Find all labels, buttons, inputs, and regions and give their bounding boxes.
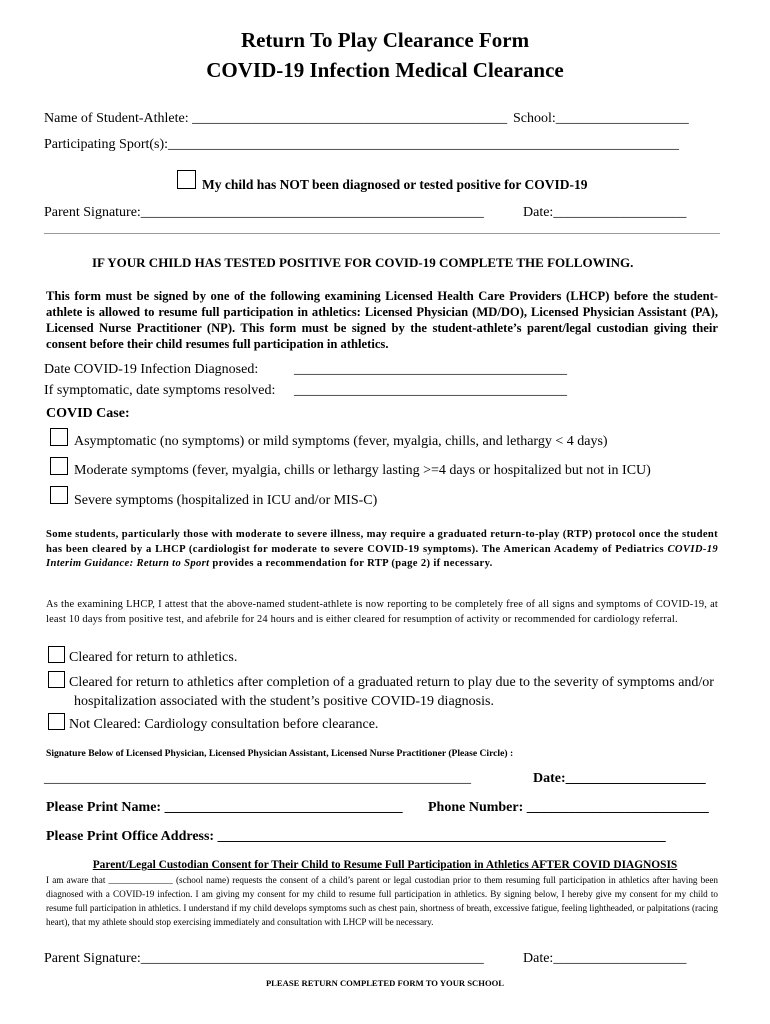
phone-number-field[interactable]: Phone Number: __________________________	[428, 800, 709, 815]
not-cleared-checkbox[interactable]	[48, 713, 65, 730]
graduated-rtp-checkbox[interactable]	[48, 671, 65, 688]
provider-date-field[interactable]: Date:____________________	[533, 771, 706, 786]
parent-date-field[interactable]: Date:___________________	[523, 205, 687, 220]
return-instructions-footer: PLEASE RETURN COMPLETED FORM TO YOUR SCHOOL	[265, 978, 505, 988]
rtp-text-before: Some students, particularly those with moderate to severe illness, may require a graduated return-to-play (RTP) protocol once the student has been cleared by a LHCP (cardiologist for moderate to severe COVID-19 symptoms). The American Academy of Pediatrics	[46, 529, 718, 555]
clearance-option-graduated-cont: hospitalization associated with the student’s positive COVID-19 diagnosis.	[74, 694, 494, 709]
consent-date-field[interactable]: Date:___________________	[523, 951, 687, 966]
office-address-field[interactable]: Please Print Office Address: ________________________________________________________________	[46, 829, 666, 844]
clearance-option-graduated: Cleared for return to athletics after completion of a graduated return to play due to the severity of symptoms and/or	[69, 675, 714, 690]
form-title: Return To Play Clearance Form	[240, 28, 530, 52]
case-option-moderate: Moderate symptoms (fever, myalgia, chills or lethargy lasting >=4 days or hospitalized but not in ICU)	[74, 463, 651, 478]
covid-case-label: COVID Case:	[46, 406, 130, 421]
case-option-asymptomatic: Asymptomatic (no symptoms) or mild symptoms (fever, myalgia, chills, and lethargy < 4 days)	[74, 434, 608, 449]
cleared-checkbox[interactable]	[48, 646, 65, 663]
parent-signature-field[interactable]: Parent Signature:_________________________________________________	[44, 205, 484, 220]
rtp-text-after: provides a recommendation for RTP (page 2) if necessary.	[209, 558, 493, 569]
lhcp-instructions: This form must be signed by one of the following examining Licensed Health Care Providers (LHCP) before the student-athlete is allowed to resume full participation in athletics: Licensed Physician (MD/DO), Licensed Physician Assistant (PA), Licensed Nurse Practitioner (NP). This form must be signed by the student-athlete’s parent/legal custodian giving their consent before their child resumes full participation in athletics.	[46, 289, 718, 351]
lhcp-attestation: As the examining LHCP, I attest that the above-named student-athlete is now reporting to be completely free of all signs and symptoms of COVID-19, at least 10 days from positive test, and afebrile for 24 hours and is either cleared for resumption of activity or recommended for cardiology referral.	[46, 599, 718, 625]
clearance-option-cleared: Cleared for return to athletics.	[69, 650, 238, 665]
symptoms-resolved-label: If symptomatic, date symptoms resolved:	[44, 383, 276, 398]
clearance-option-not-cleared: Not Cleared: Cardiology consultation before clearance.	[69, 717, 379, 732]
symptoms-resolved-field[interactable]: _______________________________________	[294, 383, 567, 398]
consent-heading: Parent/Legal Custodian Consent for Their Child to Resume Full Participation in Athletics AFTER COVID DIAGNOSIS	[92, 859, 678, 871]
consent-parent-signature-field[interactable]: Parent Signature:_________________________________________________	[44, 951, 484, 966]
not-diagnosed-checkbox[interactable]	[177, 170, 196, 189]
rtp-paragraph	[46, 528, 718, 572]
provider-signature-field[interactable]: _____________________________________________________________	[44, 771, 471, 786]
moderate-checkbox[interactable]	[50, 457, 68, 475]
asymptomatic-checkbox[interactable]	[50, 428, 68, 446]
not-diagnosed-label: My child has NOT been diagnosed or tested positive for COVID-19	[202, 177, 588, 192]
severe-checkbox[interactable]	[50, 486, 68, 504]
consent-body: I am aware that ______________ (school name) requests the consent of a child’s parent or legal custodian prior to them resuming full participation in athletics after having been diagnosed with a COVID-19 infection. I am giving my consent for my child to resume full participation in athletics. By signing below, I hereby give my consent for my child to resume full participation in athletics. I understand if my child develops symptoms such as chest pain, shortness of breath, excessive fatigue, feeling lightheaded, or palpitations (racing heart), that my athlete should stop exercising immediately and consultation with LHCP will be necessary.	[46, 875, 718, 927]
aap-guidance-title: COVID-19 Interim Guidance: Return to Sport	[46, 543, 718, 569]
case-option-severe: Severe symptoms (hospitalized in ICU and/or MIS-C)	[74, 493, 378, 508]
positive-heading: IF YOUR CHILD HAS TESTED POSITIVE FOR COVID-19 COMPLETE THE FOLLOWING.	[92, 255, 634, 270]
form-subtitle: COVID-19 Infection Medical Clearance	[206, 58, 564, 82]
provider-signature-heading: Signature Below of Licensed Physician, Licensed Physician Assistant, Licensed Nurse Practitioner (Please Circle) :	[46, 748, 514, 759]
divider	[44, 233, 720, 234]
sport-field[interactable]: Participating Sport(s):_________________________________________________________________________	[44, 137, 680, 152]
school-field[interactable]: School:___________________	[513, 111, 689, 126]
student-name-field[interactable]: Name of Student-Athlete: _____________________________________________	[44, 111, 508, 126]
date-diagnosed-field[interactable]: _______________________________________	[294, 362, 567, 377]
date-diagnosed-label: Date COVID-19 Infection Diagnosed:	[44, 362, 259, 377]
print-name-field[interactable]: Please Print Name: __________________________________	[46, 800, 403, 815]
